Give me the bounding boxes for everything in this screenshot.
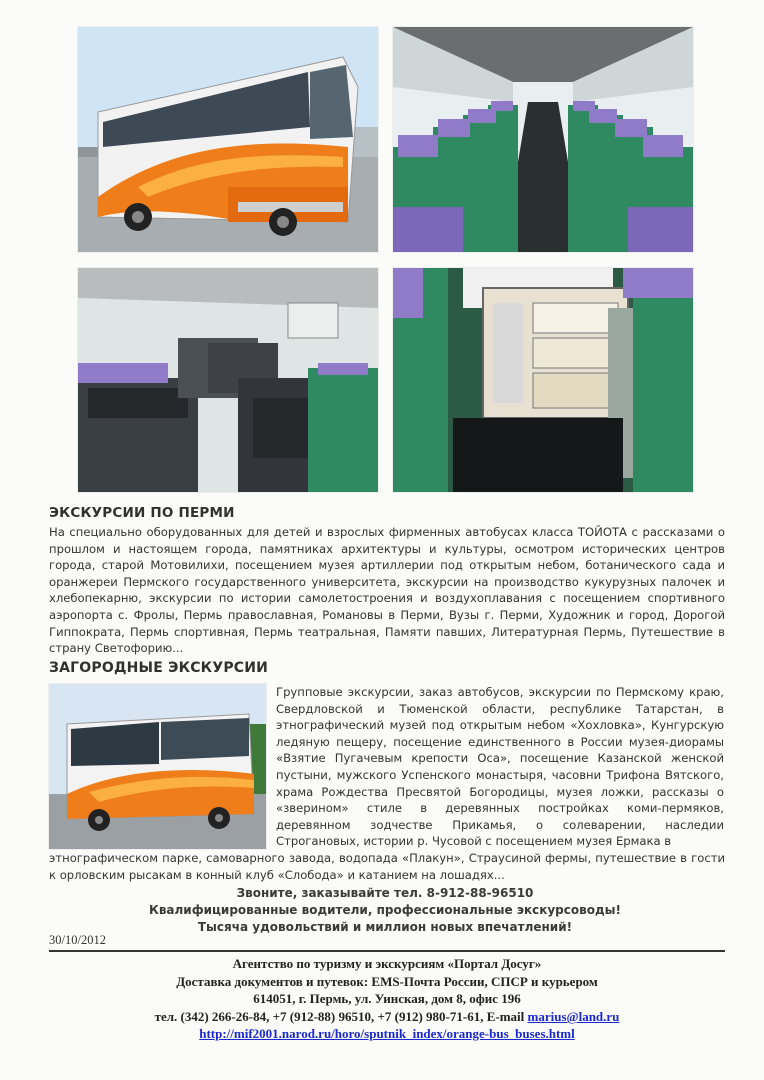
bus-interior-rear-photo xyxy=(78,268,378,492)
drivers-callout: Квалифицированные водители, профессиональные экскурсоводы! xyxy=(149,903,621,917)
agency-address: 614051, г. Пермь, ул. Уинская, дом 8, офис 196 xyxy=(253,991,521,1006)
section-heading-country-tours: ЗАГОРОДНЫЕ ЭКСКУРСИИ xyxy=(49,660,269,676)
phone-numbers: тел. (342) 266-26-84, +7 (912-88) 96510, +7 (912) 980-71-61, E-mail xyxy=(154,1009,525,1024)
email-link[interactable]: marius@land.ru xyxy=(527,1009,620,1024)
slogan-callout: Тысяча удовольствий и миллион новых впечатлений! xyxy=(197,920,573,934)
small-bus-photo xyxy=(49,684,266,849)
bus-exterior-photo xyxy=(78,27,378,252)
phone-callout: Звоните, заказывайте тел. 8-912-88-96510 xyxy=(236,886,534,900)
country-tours-description-continued: этнографическом парке, самоварного завода, водопада «Плакун», Страусиной фермы, путешествие в гости к орловским рысакам в конный клуб «Слобода» и катанием на лошадях... xyxy=(49,851,725,882)
agency-name: Агентство по туризму и экскурсиям «Портал Досуг» xyxy=(232,956,542,971)
country-tours-description: Групповые экскурсии, заказ автобусов, экскурсии по Пермскому краю, Свердловской и Тюменской области, республике Татарстан, в этнографический музей под открытым небом «Хохловка», Кунгурскую ледяную пещеру, посещение единственного в России музея-диорамы «Взятие Пугачевым крепости Оса», посещение Казанской женской пустыни, мужского Успенского монастыря, часовни Трифона Вятского, храма Рождества Пресвятой Богородицы, музея ложки, рассказы о «зверином» стиле в деревянных постройках коми-пермяков, деревянном зодчестве Прикамья, о солеварении, наследии Строгановых, истории р. Чусовой с посещением музея Ермака в xyxy=(276,685,724,849)
website-link[interactable]: http://mif2001.narod.ru/horo/sputnik_index/orange-bus_buses.html xyxy=(199,1026,575,1041)
website-line xyxy=(60,1026,714,1042)
footer-divider xyxy=(49,950,725,952)
bus-galley-cabinet-photo xyxy=(393,268,693,492)
perm-tours-description: На специально оборудованных для детей и взрослых фирменных автобусах класса ТОЙОТА с рассказами о прошлом и настоящем города, памятниках архитектуры и культуры, осмотром исторических центров города, старой Мотовилихи, посещением музея артиллерии под открытым небом, ботанического сада и оранжереи Пермского государственного университета, экскурсии на производство кукурузных палочек и хлебопекарню, экскурсии по истории самолетостроения и воздухоплавания с посещением спортивного аэропорта с. Фролы, Пермь православная, Романовы в Перми, Вузы г. Перми, Художник и город, Дорогой Гиппократа, Пермь спортивная, Пермь театральная, Памяти павших, Литературная Пермь, Путешествие в страну Светофорию... xyxy=(49,525,725,656)
contact-line xyxy=(60,1009,714,1025)
bus-interior-seats-photo xyxy=(393,27,693,252)
document-date: 30/10/2012 xyxy=(49,933,106,947)
section-heading-perm-tours: ЭКСКУРСИИ ПО ПЕРМИ xyxy=(49,505,235,521)
delivery-info: Доставка документов и путевок: EMS-Почта России, СПСР и курьером xyxy=(176,974,598,989)
